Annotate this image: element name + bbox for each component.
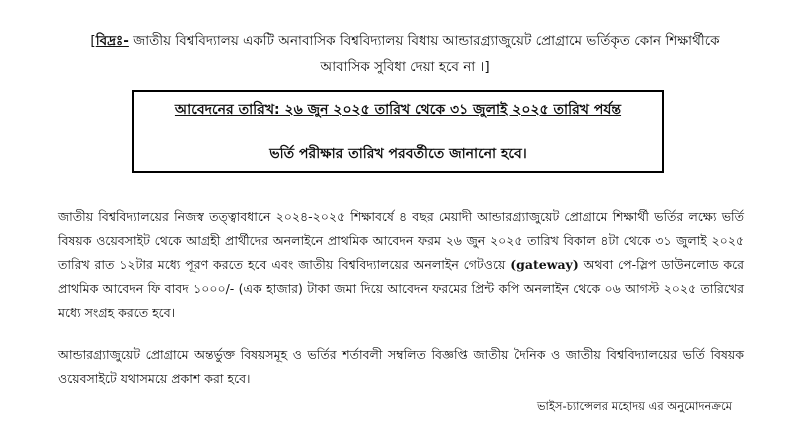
- publication-notice: আন্ডারগ্র্যাজুয়েট প্রোগ্রামে অন্তর্ভুক্ত বিষয়সমূহ ও ভর্তির শর্তাবলী সম্বলিত বিজ্ঞপ্তি জাতীয় দৈনিক ও জাতীয় বিশ্ববিদ্যালয়ের ভর্তি বিষয়ক ওয়েবসাইটে যথাসময়ে প্রকাশ করা হবে।: [58, 347, 744, 386]
- gateway-term: (gateway): [510, 257, 579, 272]
- application-dates: আবেদনের তারিখ: ২৬ জুন ২০২৫ তারিখ থেকে ৩১ জুলাই ২০২৫ তারিখ পর্যন্ত: [174, 102, 622, 118]
- instructions-part-1: জাতীয় বিশ্ববিদ্যালয়ের নিজস্ব তত্ত্বাবধানে ২০২৪-২০২৫ শিক্ষাবর্ষে ৪ বছর মেয়াদী আন্ডারগ্র্যাজুয়েট প্রোগ্রামে শিক্ষার্থী ভর্তির লক্ষ্যে ভর্তি বিষয়ক ওয়েবসাইট থেকে আগ্রহী প্রার্থীদের অনলাইনে প্রাথমিক আবেদন ফরম ২৬ জুন ২০২৫ তারিখ বিকাল ৪টা থেকে ৩১ জুলাই ২০২৫ তারিখ রাত ১২টার মধ্যে পূরণ করতে হবে এবং জাতীয় বিশ্ববিদ্যালয়ের অনলাইন গেটওয়ে: [58, 209, 744, 272]
- notice-lead: বিদ্রঃ-: [95, 33, 129, 49]
- residential-notice: [বিদ্রঃ- জাতীয় বিশ্ববিদ্যালয় একটি অনাবাসিক বিশ্ববিদ্যালয় বিধায় আন্ডারগ্র্যাজুয়েট প্রোগ্রামে ভর্তিকৃত কোন শিক্ষার্থীকে আবাসিক সুবিধা দেয়া হবে না ।]: [90, 33, 720, 75]
- instructions-part-2: অথবা পে-স্লিপ ডাউনলোড করে প্রাথমিক আবেদন ফি বাবদ ১০০০/- (এক হাজার) টাকা জমা দিয়ে আবেদন ফরমের প্রিন্ট কপি অনলাইন থেকে ০৬ আগস্ট ২০২৫ তারিখের মধ্যে সংগ্রহ করতে হবে।: [58, 257, 744, 320]
- notice-text: জাতীয় বিশ্ববিদ্যালয় একটি অনাবাসিক বিশ্ববিদ্যালয় বিধায় আন্ডারগ্র্যাজুয়েট প্রোগ্রামে ভর্তিকৃত কোন শিক্ষার্থীকে আবাসিক সুবিধা দেয়া হবে না ।: [128, 33, 720, 75]
- application-date-box: [132, 90, 664, 173]
- exam-date-notice: ভর্তি পরীক্ষার তারিখ পরবর্তীতে জানানো হবে।: [269, 146, 527, 162]
- application-instructions: [58, 205, 744, 325]
- approval-signature: ভাইস-চ্যান্সেলর মহোদয় এর অনুমোদনক্রমে: [536, 399, 732, 413]
